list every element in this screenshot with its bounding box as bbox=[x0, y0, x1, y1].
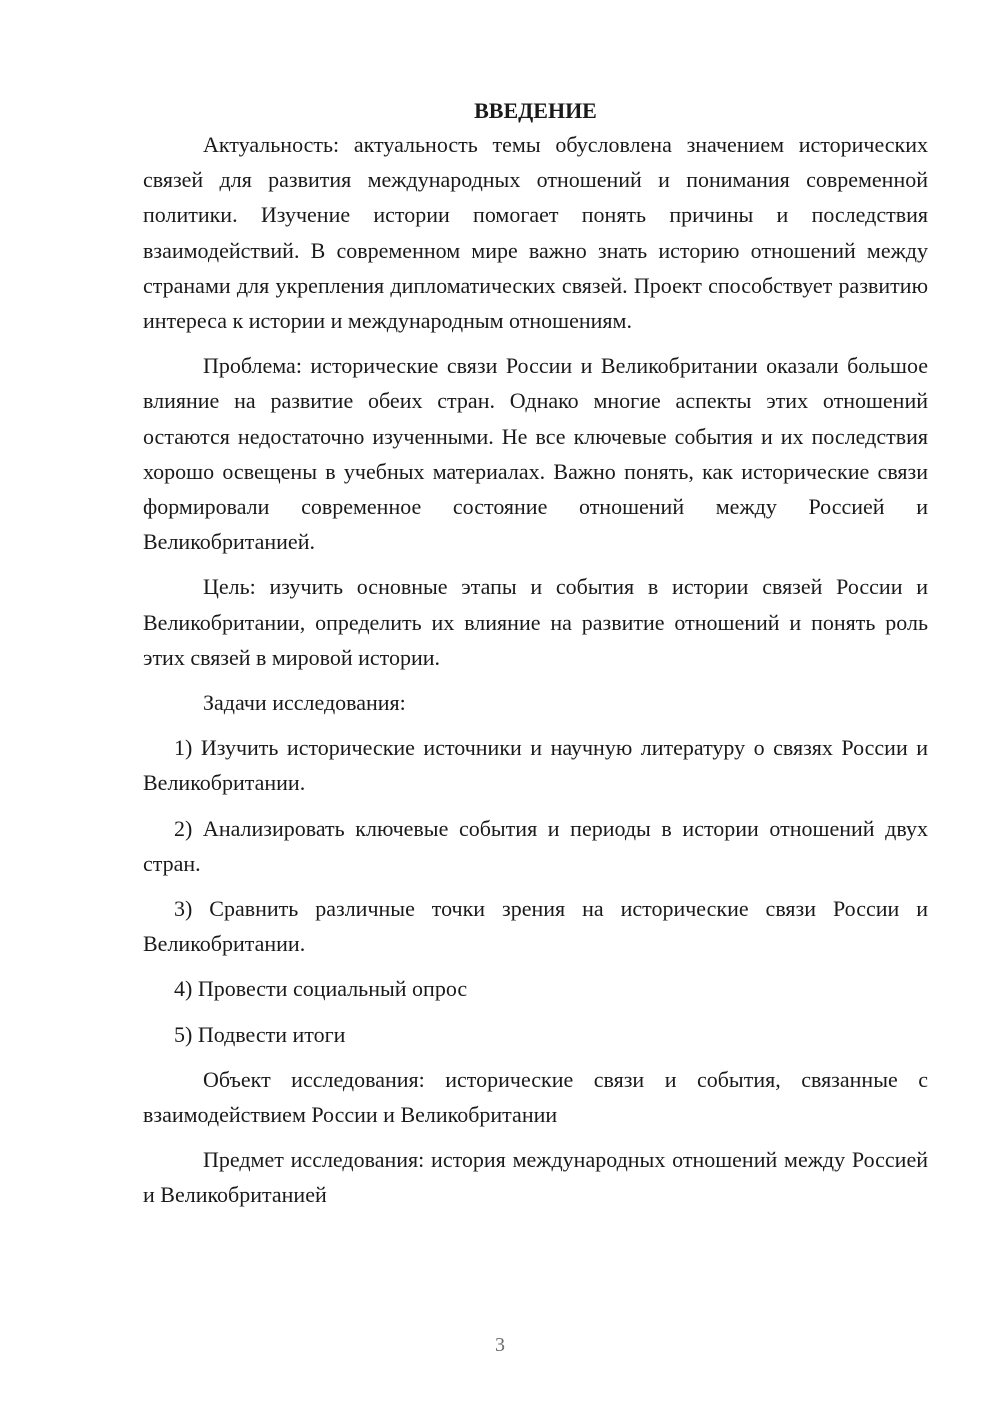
paragraph-goal: Цель: изучить основные этапы и события в истории связей России и Великобритании, определить их влияние на развитие отношений и понять роль этих связей в мировой истории. bbox=[143, 574, 928, 670]
list-item: 4) Провести социальный опрос bbox=[174, 976, 468, 1002]
list-item: 1) Изучить исторические источники и научную литературу о связях России и Великобритании. bbox=[143, 735, 928, 796]
list-item: 3) Сравнить различные точки зрения на исторические связи России и Великобритании. bbox=[143, 896, 928, 957]
paragraph-relevance: Актуальность: актуальность темы обусловлена значением исторических связей для развития международных отношений и понимания современной политики. Изучение истории помогает понять причины и последствия взаимодействий. В современном мире важно знать историю отношений между странами для укрепления дипломатических связей. Проект способствует развитию интереса к истории и международным отношениям. bbox=[143, 132, 928, 334]
section-title: ВВЕДЕНИЕ bbox=[474, 98, 597, 123]
list-item: 2) Анализировать ключевые события и периоды в истории отношений двух стран. bbox=[143, 815, 928, 876]
list-item: 5) Подвести итоги bbox=[174, 1021, 346, 1047]
paragraph-object: Объект исследования: исторические связи и события, связанные с взаимодействием России и Великобритании bbox=[143, 1066, 928, 1128]
tasks-heading: Задачи исследования: bbox=[203, 690, 406, 716]
tasks-list bbox=[143, 730, 928, 1052]
paragraph-subject: Предмет исследования: история международных отношений между Россией и Великобританией bbox=[143, 1147, 928, 1208]
page-number: 3 bbox=[495, 1334, 505, 1356]
document-page bbox=[143, 95, 928, 1223]
paragraph-problem: Проблема: исторические связи России и Великобритании оказали большое влияние на развитие обеих стран. Однако многие аспекты этих отношений остаются недостаточно изученными. Не все ключевые события и их последствия хорошо освещены в учебных материалах. Важно понять, как исторические связи формировали современное состояние отношений между Россией и Великобританией. bbox=[143, 353, 928, 555]
